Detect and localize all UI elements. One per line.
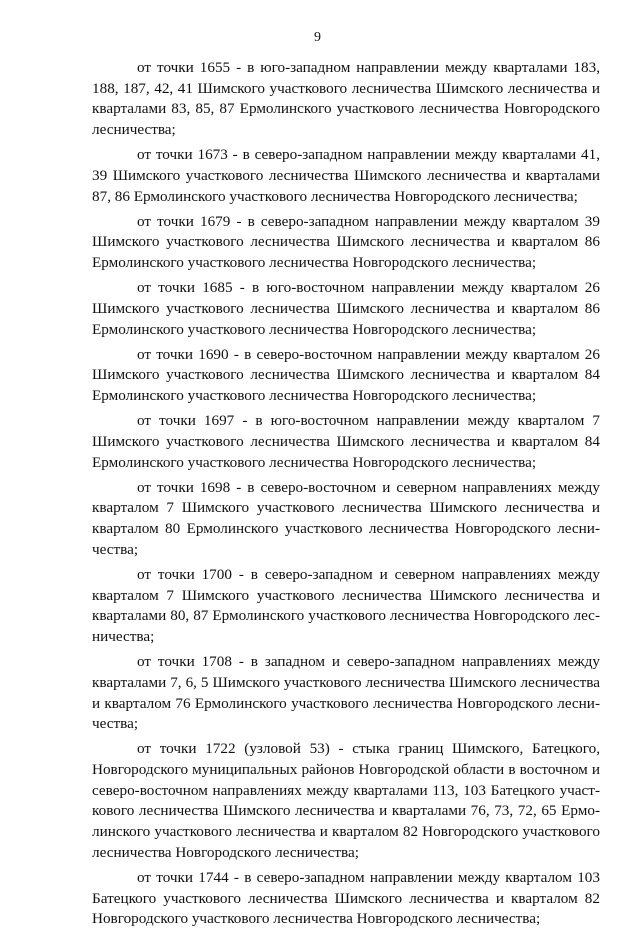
paragraph-point-1698: от точки 1698 - в северо-восточном и северном направлениях между кварталом 7 Шимского участкового лесничества Шимского лесничества и кварталом 80 Ермолинского участкового лесничества Новгородского лесничества; <box>92 478 600 558</box>
paragraph-point-1685: от точки 1685 - в юго-восточном направлении между кварталом 26 Шимского участкового лесничества Шимского лесничества и кварталом 86 Ермолинского участкового лесничества Новгородского лесничества; <box>92 279 600 338</box>
paragraph-point-1673: от точки 1673 - в северо-западном направлении между кварталами 41, 39 Шимского участкового лесничества Шимского лесничества и кварталами 87, 86 Ермолинского участкового лесничества Новгородского лесничества; <box>92 146 600 205</box>
page-number: 9 <box>314 30 321 45</box>
paragraph-point-1679: от точки 1679 - в северо-западном направлении между кварталом 39 Шимского участкового лесничества Шимского лесничества и кварталом 86 Ермолинского участкового лесничества Новгородского лесничества; <box>92 212 600 272</box>
paragraph-point-1690: от точки 1690 - в северо-восточном направлении между кварталом 26 Шимского участкового лесничества Шимского лесничества и кварталом 84 Ермолинского участкового лесничества Новгородского лесничества; <box>92 345 600 405</box>
paragraph-point-1700: от точки 1700 - в северо-западном и северном направлениях между кварталом 7 Шимского участкового лесничества Шимского лесничества и кварталами 80, 87 Ермолинского участкового лесничества Новгородского лесничества; <box>92 565 600 646</box>
paragraph-point-1708: от точки 1708 - в западном и северо-западном направлениях между кварталами 7, 6, 5 Шимского участкового лесничества Шимского лесничества и кварталом 76 Ермолинского участкового лесничества Новгородского лесничества; <box>92 653 600 733</box>
paragraph-point-1655: от точки 1655 - в юго-западном направлении между кварталами 183, 188, 187, 42, 41 Шимского участкового лесничества Шимского лесничества и кварталами 83, 85, 87 Ермолинского участкового лесничества Новгородского лесничества; <box>92 59 600 139</box>
paragraph-point-1744: от точки 1744 - в северо-западном направлении между кварталом 103 Батецкого участкового лесничества Шимского лесничества и кварталом 82 Новгородского участкового лесничества Новгородского лесничества; <box>92 868 600 928</box>
paragraph-point-1722: от точки 1722 (узловой 53) - стыка границ Шимского, Батецкого, Новгородского муниципальных районов Новгородской области в восточном и северо-восточном направлениях между кварталами 113, 103 Батецкого участкового лесничества Шимского лесничества и кварталами 76, 73, 72, 65 Ермолинского участкового лесничества и кварталом 82 Новгородского участкового лесничества Новгородского лесничества; <box>92 740 600 861</box>
paragraph-point-1697: от точки 1697 - в юго-восточном направлении между кварталом 7 Шимского участкового лесничества Шимского лесничества и кварталом 84 Ермолинского участкового лесничества Новгородского лесничества; <box>92 412 600 471</box>
document-body <box>92 58 600 934</box>
